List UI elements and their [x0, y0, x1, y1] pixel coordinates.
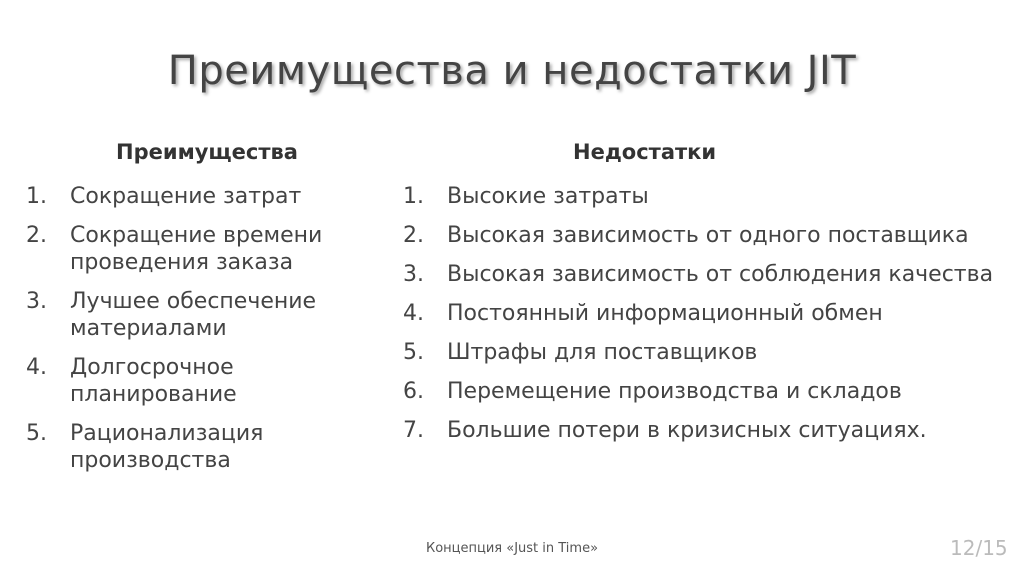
- item-number: 3.: [26, 289, 47, 314]
- item-number: 3.: [403, 262, 424, 287]
- item-number: 5.: [26, 421, 47, 446]
- item-number: 6.: [403, 379, 424, 404]
- item-text: Долгосрочное планирование: [70, 355, 237, 407]
- list-item: [403, 261, 1003, 288]
- item-number: 7.: [403, 418, 424, 443]
- disadvantages-heading: Недостатки: [573, 140, 717, 164]
- item-text: Высокие затраты: [447, 184, 649, 209]
- list-item: [403, 339, 1003, 366]
- list-item: [403, 417, 1003, 444]
- item-number: 2.: [403, 223, 424, 248]
- item-number: 1.: [403, 184, 424, 209]
- item-number: 5.: [403, 340, 424, 365]
- item-text: Рационализация производства: [70, 421, 264, 473]
- list-item: [26, 222, 376, 276]
- item-text: Лучшее обеспечение материалами: [70, 289, 317, 341]
- disadvantages-list: [403, 183, 1003, 456]
- item-number: 2.: [26, 223, 47, 248]
- slide-title: Преимущества и недостатки JIT: [167, 48, 857, 94]
- item-text: Постоянный информационный обмен: [447, 301, 883, 326]
- list-item: [26, 420, 376, 474]
- list-item: [403, 300, 1003, 327]
- list-item: [403, 183, 1003, 210]
- item-text: Большие потери в кризисных ситуациях.: [447, 418, 927, 443]
- advantages-heading: Преимущества: [116, 140, 298, 164]
- list-item: [403, 222, 1003, 249]
- list-item: [26, 354, 376, 408]
- item-text: Сокращение времени проведения заказа: [70, 223, 323, 275]
- item-text: Сокращение затрат: [70, 184, 302, 209]
- item-number: 4.: [403, 301, 424, 326]
- footer-caption: Концепция «Just in Time»: [425, 541, 599, 556]
- item-text: Высокая зависимость от соблюдения качества: [447, 262, 994, 287]
- item-text: Перемещение производства и складов: [447, 379, 902, 404]
- list-item: [26, 288, 376, 342]
- list-item: [26, 183, 376, 210]
- page-number: 12/15: [950, 536, 1008, 560]
- item-text: Высокая зависимость от одного поставщика: [447, 223, 969, 248]
- item-number: 1.: [26, 184, 47, 209]
- item-text: Штрафы для поставщиков: [447, 340, 758, 365]
- advantages-list: [26, 183, 376, 486]
- item-number: 4.: [26, 355, 47, 380]
- list-item: [403, 378, 1003, 405]
